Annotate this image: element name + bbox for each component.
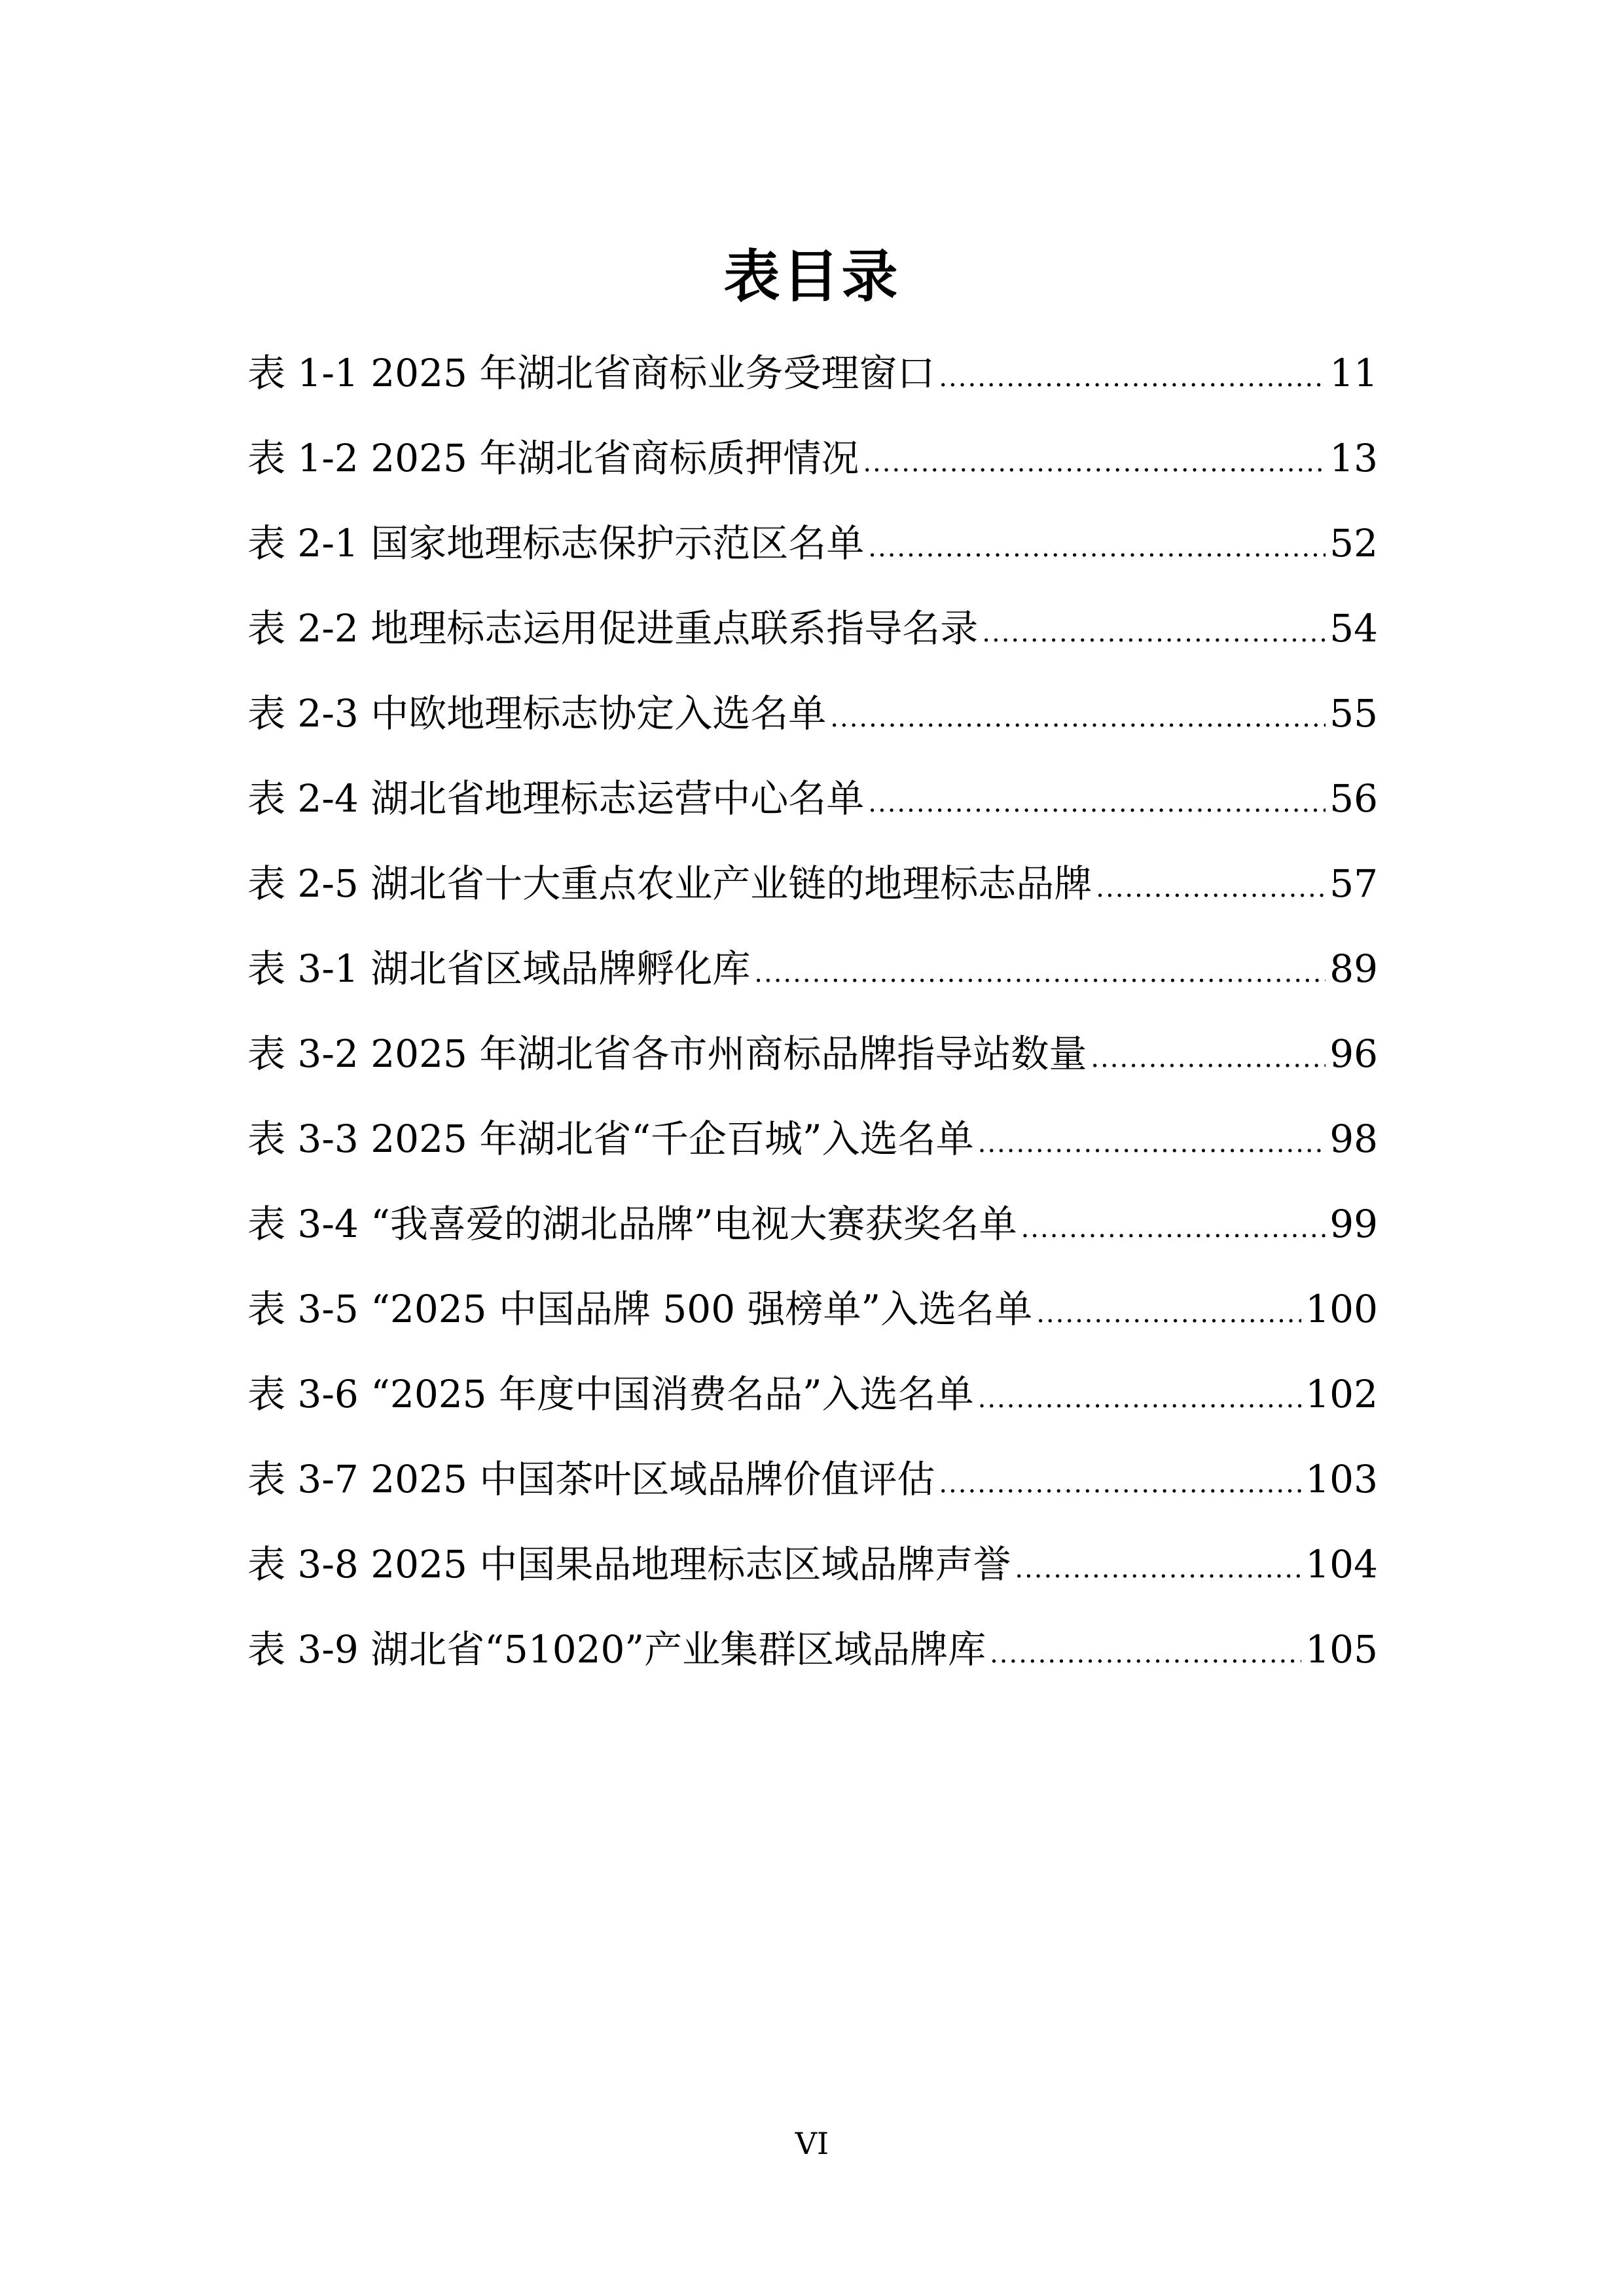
toc-entry-page: 11 <box>1329 351 1378 395</box>
dot-leader <box>1096 846 1326 931</box>
toc-entry-label: 表 3-1 湖北省区域品牌孵化库 <box>247 946 751 991</box>
toc-entry-page: 103 <box>1305 1457 1378 1501</box>
toc-entry-label: 表 3-7 2025 中国茶叶区域品牌价值评估 <box>247 1457 935 1501</box>
dot-leader <box>939 1441 1301 1526</box>
toc-entry-page: 89 <box>1329 946 1378 991</box>
toc-entry[interactable] <box>247 1607 1378 1692</box>
toc-entry-page: 100 <box>1305 1287 1378 1331</box>
toc-entry[interactable] <box>247 331 1378 416</box>
toc-entry-label: 表 2-5 湖北省十大重点农业产业链的地理标志品牌 <box>247 861 1092 906</box>
toc-entry-label: 表 3-6 “2025 年度中国消费名品”入选名单 <box>247 1372 974 1416</box>
toc-entry[interactable] <box>247 671 1378 756</box>
dot-leader <box>1036 1271 1301 1356</box>
toc-entry-label: 表 1-2 2025 年湖北省商标质押情况 <box>247 436 859 480</box>
toc-entry-page: 13 <box>1329 436 1378 480</box>
toc-entry[interactable] <box>247 1352 1378 1437</box>
toc-entry-label: 表 1-1 2025 年湖北省商标业务受理窗口 <box>247 351 935 395</box>
toc-entry-page: 57 <box>1329 861 1378 906</box>
dot-leader <box>863 420 1326 505</box>
toc-entry-label: 表 2-3 中欧地理标志协定入选名单 <box>247 691 827 736</box>
toc-entry-page: 99 <box>1329 1202 1378 1246</box>
page-title: 表目录 <box>723 243 901 310</box>
toc-entry[interactable] <box>247 1437 1378 1522</box>
toc-entry-label: 表 3-8 2025 中国果品地理标志区域品牌声誉 <box>247 1542 1011 1587</box>
dot-leader <box>1091 1016 1326 1101</box>
toc-entry[interactable] <box>247 1522 1378 1607</box>
toc-entry[interactable] <box>247 1096 1378 1181</box>
toc-entry-page: 54 <box>1329 606 1378 651</box>
dot-leader <box>978 1101 1326 1186</box>
dot-leader <box>982 590 1326 675</box>
toc-entry-page: 55 <box>1329 691 1378 736</box>
dot-leader <box>1021 1186 1326 1271</box>
toc-entry[interactable] <box>247 841 1378 926</box>
toc-entry[interactable] <box>247 756 1378 841</box>
toc-entry[interactable] <box>247 501 1378 586</box>
toc-entry-label: 表 3-3 2025 年湖北省“千企百城”入选名单 <box>247 1117 974 1161</box>
toc-entry[interactable] <box>247 416 1378 501</box>
dot-leader <box>1015 1526 1301 1611</box>
toc-entry-label: 表 3-2 2025 年湖北省各市州商标品牌指导站数量 <box>247 1031 1087 1076</box>
toc-entry-page: 96 <box>1329 1031 1378 1076</box>
toc-entry[interactable] <box>247 586 1378 671</box>
dot-leader <box>754 931 1326 1016</box>
dot-leader <box>868 505 1326 590</box>
toc-entry-label: 表 2-2 地理标志运用促进重点联系指导名录 <box>247 606 979 651</box>
dot-leader <box>990 1611 1301 1696</box>
dot-leader <box>978 1356 1302 1441</box>
toc-entry-label: 表 2-4 湖北省地理标志运营中心名单 <box>247 776 865 821</box>
table-of-tables <box>247 331 1378 1692</box>
toc-entry-label: 表 3-9 湖北省“51020”产业集群区域品牌库 <box>247 1627 986 1672</box>
toc-entry-page: 56 <box>1329 776 1378 821</box>
dot-leader <box>830 675 1326 761</box>
toc-entry-page: 102 <box>1305 1372 1378 1416</box>
toc-entry-page: 105 <box>1305 1627 1378 1672</box>
toc-entry[interactable] <box>247 1266 1378 1352</box>
toc-entry-label: 表 3-5 “2025 中国品牌 500 强榜单”入选名单 <box>247 1287 1033 1331</box>
toc-entry[interactable] <box>247 1011 1378 1096</box>
toc-entry-label: 表 2-1 国家地理标志保护示范区名单 <box>247 521 865 565</box>
toc-entry-page: 104 <box>1305 1542 1378 1587</box>
dot-leader <box>939 335 1326 420</box>
toc-entry[interactable] <box>247 926 1378 1011</box>
page-number: VI <box>795 2126 829 2161</box>
dot-leader <box>868 761 1326 846</box>
toc-entry-label: 表 3-4 “我喜爱的湖北品牌”电视大赛获奖名单 <box>247 1202 1017 1246</box>
toc-entry-page: 52 <box>1329 521 1378 565</box>
toc-entry[interactable] <box>247 1181 1378 1266</box>
toc-entry-page: 98 <box>1329 1117 1378 1161</box>
